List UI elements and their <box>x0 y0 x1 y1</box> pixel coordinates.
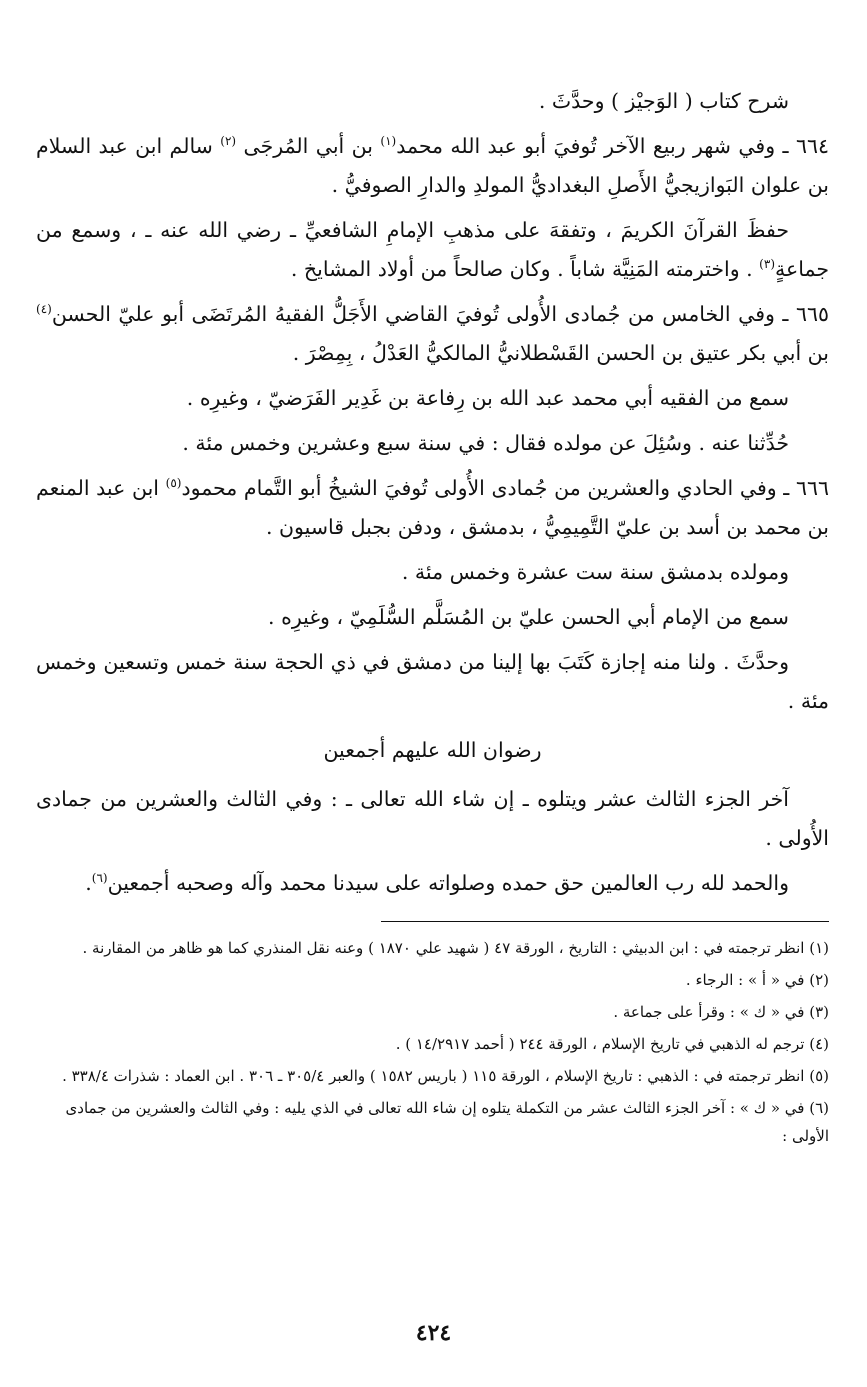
biography-entry <box>36 127 829 205</box>
footnote: (٥) انظر ترجمته في : الذهبي : تاريخ الإسلام ، الورقة ١١٥ ( باريس ١٥٨٢ ) والعبر ٣٠٥/٤ ـ ٣٠٦ . ابن العماد : شذرات ٣٣٨/٤ . <box>62 1067 829 1085</box>
main-text <box>36 82 829 903</box>
footnote-ref: (٤) <box>36 302 52 317</box>
footnote-ref: (٥) <box>165 476 182 491</box>
footnote-ref: (٦) <box>91 871 108 886</box>
paragraph <box>36 379 829 418</box>
paragraph <box>36 780 829 858</box>
paragraph-text: . واخترمته المَنِيَّة شاباً . وكان صالحاً من أولاد المشايخ . <box>290 257 760 281</box>
paragraph <box>36 598 829 637</box>
footnote-divider <box>381 921 829 922</box>
footnote: (٤) ترجم له الذهبي في تاريخ الإسلام ، الورقة ٢٤٤ ( أحمد ١٤/٢٩١٧ ) . <box>395 1035 829 1053</box>
paragraph <box>36 553 829 592</box>
footnotes <box>36 934 829 1150</box>
paragraph-text: والحمد لله رب العالمين حق حمده وصلواته على سيدنا محمد وآله وصحبه أجمعين <box>107 871 789 895</box>
paragraph-text: حفظَ القرآنَ الكريمَ ، وتفقهَ على مذهبِ الإمامِ الشافعيِّ ـ رضي الله عنه ـ ، وسمع من جماعةٍ <box>36 218 829 281</box>
paragraph <box>36 424 829 463</box>
paragraph-text: حُدِّثنا عنه . وسُئِلَ عن مولده فقال : في سنة سبع وعشرين وخمس مئة . <box>182 431 789 455</box>
footnote: (٦) في « ك » : آخر الجزء الثالث عشر من التكملة يتلوه إن شاء الله تعالى في الذي يليه : وفي الثالث والعشرين من جمادى الأولى : <box>65 1099 829 1145</box>
footnote-ref: (٣) <box>759 257 775 272</box>
paragraph-text: آخر الجزء الثالث عشر ويتلوه ـ إن شاء الله تعالى ـ : وفي الثالث والعشرين من جمادى الأُولى . <box>36 787 829 850</box>
paragraph-text: ومولده بدمشق سنة ست عشرة وخمس مئة . <box>401 560 789 584</box>
paragraph-text: ابن عبد المنعم بن محمد بن أسد بن عليّ التَّمِيمِيُّ ، بدمشق ، ودفن بجبل قاسيون . <box>36 476 829 539</box>
paragraph-text: سمع من الفقيه أبي محمد عبد الله بن رِفاعة بن غَدِير الفَرَضيّ ، وغيرِه . <box>186 386 789 410</box>
footnote: (٢) في « أ » : الرجاء . <box>685 971 829 989</box>
paragraph-text: سمع من الإمام أبي الحسن عليّ بن المُسَلَّم السُّلَمِيّ ، وغيرِه . <box>268 605 789 629</box>
paragraph-text: بن أبي المُرجَى <box>236 134 381 158</box>
paragraph-text: سالم ابن عبد السلام بن علوان البَوازيجيُّ الأَصلِ البغداديُّ المولدِ والدارِ الصوفيُّ . <box>36 134 829 197</box>
paragraph-text: بن أبي بكر عتيق بن الحسن القَسْطلانيُّ المالكيُّ العَدْلُ ، بِمِصْرَ . <box>292 341 829 365</box>
closing-formula <box>36 731 829 770</box>
paragraph <box>36 864 829 903</box>
paragraph-text: وحدَّثَ . ولنا منه إجازة كَتَبَ بها إلينا من دمشق في ذي الحجة سنة خمس وتسعين وخمس مئة . <box>36 650 829 713</box>
paragraph-text: ٦٦٦ ـ وفي الحادي والعشرين من جُمادى الأُولى تُوفيَ الشيخُ أبو التَّمام محمود <box>181 476 829 500</box>
footnote-ref: (١) <box>380 134 397 149</box>
paragraph <box>36 82 829 121</box>
footnote: (١) انظر ترجمته في : ابن الدبيثي : التاريخ ، الورقة ٤٧ ( شهيد علي ١٨٧٠ ) وعنه نقل المنذري كما هو ظاهر من المقارنة . <box>82 939 829 957</box>
paragraph-text: ٦٦٤ ـ وفي شهر ربيع الآخر تُوفيَ أبو عبد الله محمد <box>396 134 829 158</box>
biography-entry <box>36 469 829 547</box>
footnote: (٣) في « ك » : وقرأ على جماعة . <box>613 1003 829 1021</box>
paragraph <box>36 211 829 289</box>
footnote-ref: (٢) <box>220 134 237 149</box>
paragraph-text: رضوان الله عليهم أجمعين <box>323 738 542 762</box>
biography-entry <box>36 295 829 373</box>
paragraph-text: ٦٦٥ ـ وفي الخامس من جُمادى الأُولى تُوفيَ القاضي الأَجَلُّ الفقيهُ المُرتَضَى أبو عليّ الحسن <box>51 302 829 326</box>
paragraph-text: شرح كتاب ( الوَجيْز ) وحدَّثَ . <box>538 89 789 113</box>
page-number: ٤٢٤ <box>415 1320 452 1346</box>
paragraph <box>36 643 829 721</box>
paragraph-text: . <box>85 871 92 895</box>
